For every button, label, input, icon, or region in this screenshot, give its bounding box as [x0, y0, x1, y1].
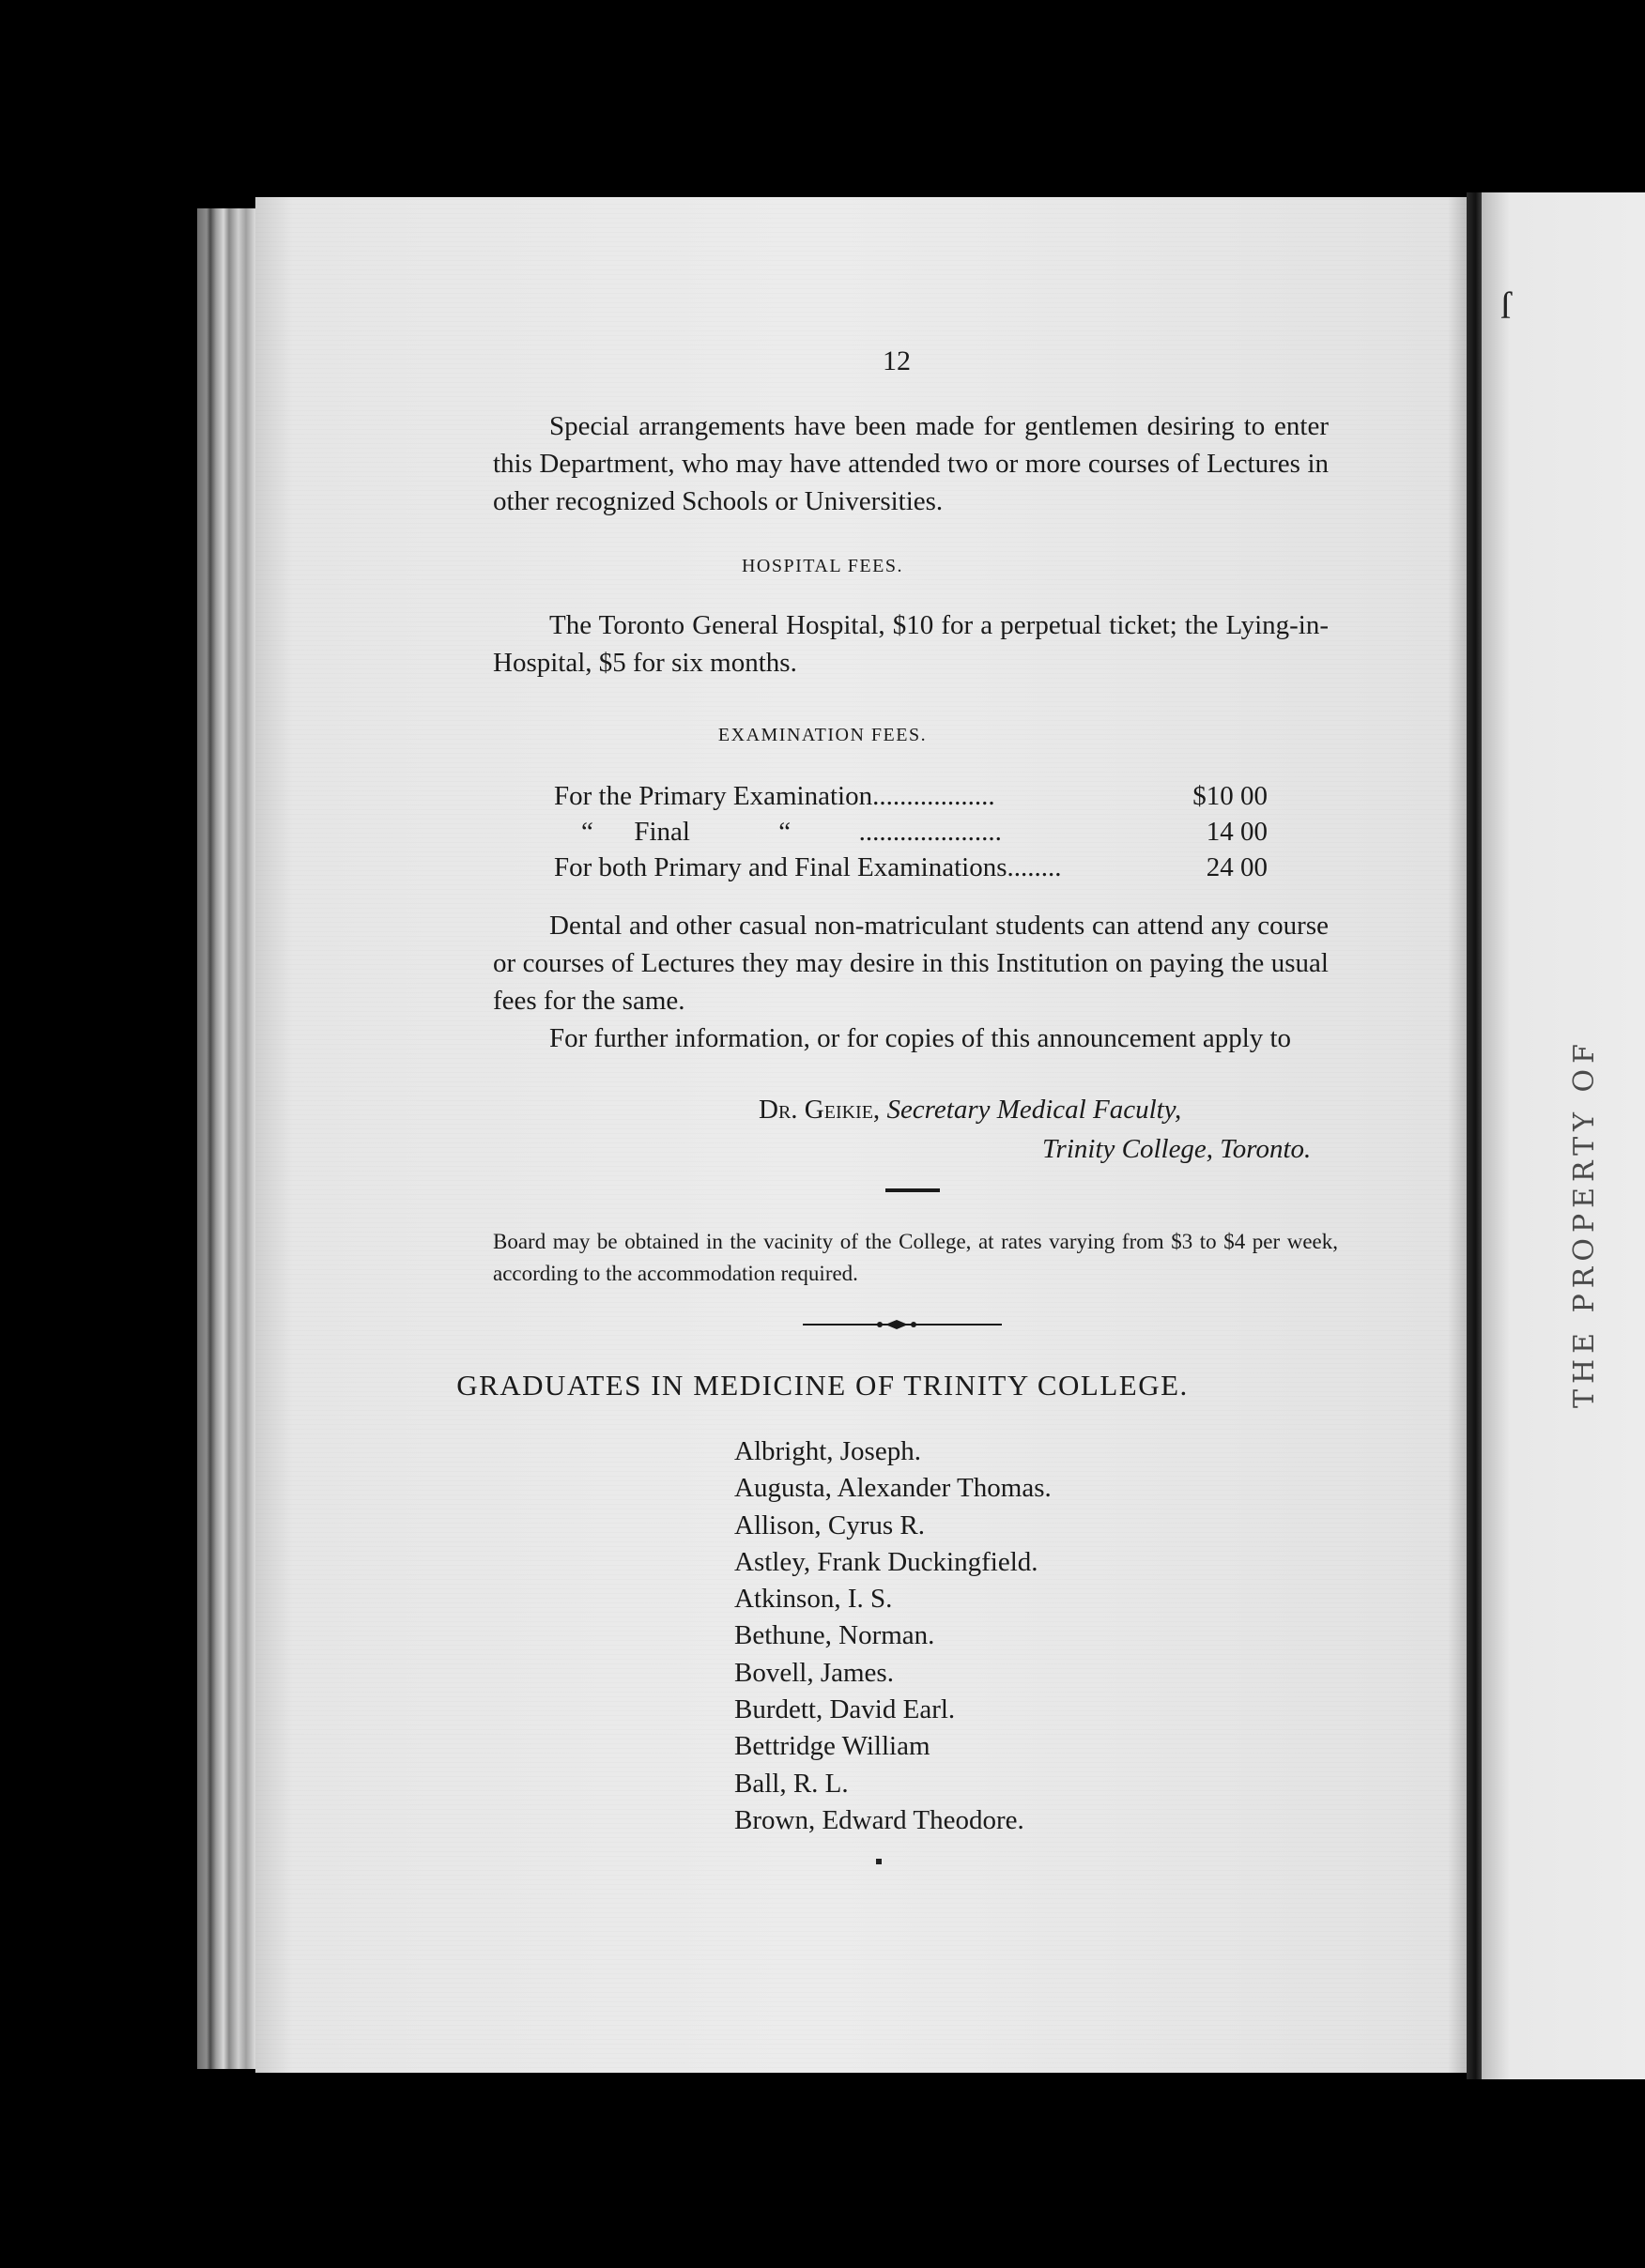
graduate-name: Allison, Cyrus R.	[734, 1509, 926, 1540]
section-rule	[885, 1188, 940, 1192]
graduate-name: Bovell, James.	[734, 1657, 894, 1688]
graduate-name: Augusta, Alexander Thomas.	[734, 1473, 1052, 1504]
fee-row	[554, 813, 1268, 850]
info-paragraph	[493, 1019, 1329, 1057]
book-gutter	[1467, 192, 1482, 2079]
info-text: For further information, or for copies of this announcement apply to	[549, 1023, 1292, 1053]
hospital-text: The Toronto General Hospital, $10 for a perpetual ticket; the Lying-in-Hospital, $5 for six months.	[493, 610, 1329, 678]
fee-amount: 24 00	[1206, 852, 1268, 882]
graduate-name: Ball, R. L.	[734, 1768, 849, 1799]
signature-place: Trinity College, Toronto.	[1042, 1134, 1312, 1164]
signature-line-1	[759, 1095, 1181, 1126]
ornament-divider	[803, 1318, 1002, 1331]
intro-paragraph	[493, 407, 1329, 520]
hospital-fees-heading: HOSPITAL FEES.	[741, 556, 903, 576]
fee-amount: $10 00	[1192, 781, 1268, 811]
graduate-name: Brown, Edward Theodore.	[734, 1804, 1024, 1835]
examination-fees-heading: EXAMINATION FEES.	[717, 725, 928, 745]
graduates-list	[734, 1433, 1052, 1839]
intro-text: Special arrangements have been made for gentlemen desiring to enter this Department, who may have attended two or more courses of Lectures in other recognized Schools or Universities.	[493, 411, 1329, 516]
page-number: 12	[883, 345, 911, 376]
fee-row	[554, 777, 1268, 815]
signature-title: Secretary Medical Faculty,	[886, 1095, 1182, 1125]
hospital-paragraph	[493, 606, 1329, 682]
signature-name: Dr. Geikie,	[759, 1095, 881, 1125]
facing-page	[1482, 192, 1645, 2079]
fee-label: For both Primary and Final Examinations........	[554, 852, 1062, 882]
facing-page-mark: ſ	[1500, 284, 1512, 327]
board-note: Board may be obtained in the vacinity of the College, at rates varying from $3 to $4 per week, according to the accommodation required.	[493, 1230, 1338, 1285]
graduates-title: GRADUATES IN MEDICINE OF TRINITY COLLEGE.	[456, 1369, 1189, 1402]
graduate-name: Albright, Joseph.	[734, 1436, 921, 1466]
dental-paragraph	[493, 907, 1329, 1019]
ownership-stamp: THE PROPERTY OF	[1568, 1038, 1601, 1408]
dental-text: Dental and other casual non-matriculant students can attend any course or courses of Lectures they may desire in this Institution on paying the usual fees for the same.	[493, 911, 1329, 1016]
fee-label: “ Final “ .....................	[554, 817, 1002, 847]
graduate-name: Astley, Frank Duckingfield.	[734, 1546, 1038, 1577]
fee-row	[554, 849, 1268, 886]
page-dot	[876, 1859, 882, 1864]
graduate-name: Burdett, David Earl.	[734, 1694, 956, 1725]
fee-amount: 14 00	[1206, 817, 1268, 847]
graduate-name: Bethune, Norman.	[734, 1620, 935, 1651]
fee-label: For the Primary Examination..................	[554, 781, 995, 811]
graduate-name: Bettridge William	[734, 1731, 930, 1762]
graduate-name: Atkinson, I. S.	[734, 1584, 893, 1615]
